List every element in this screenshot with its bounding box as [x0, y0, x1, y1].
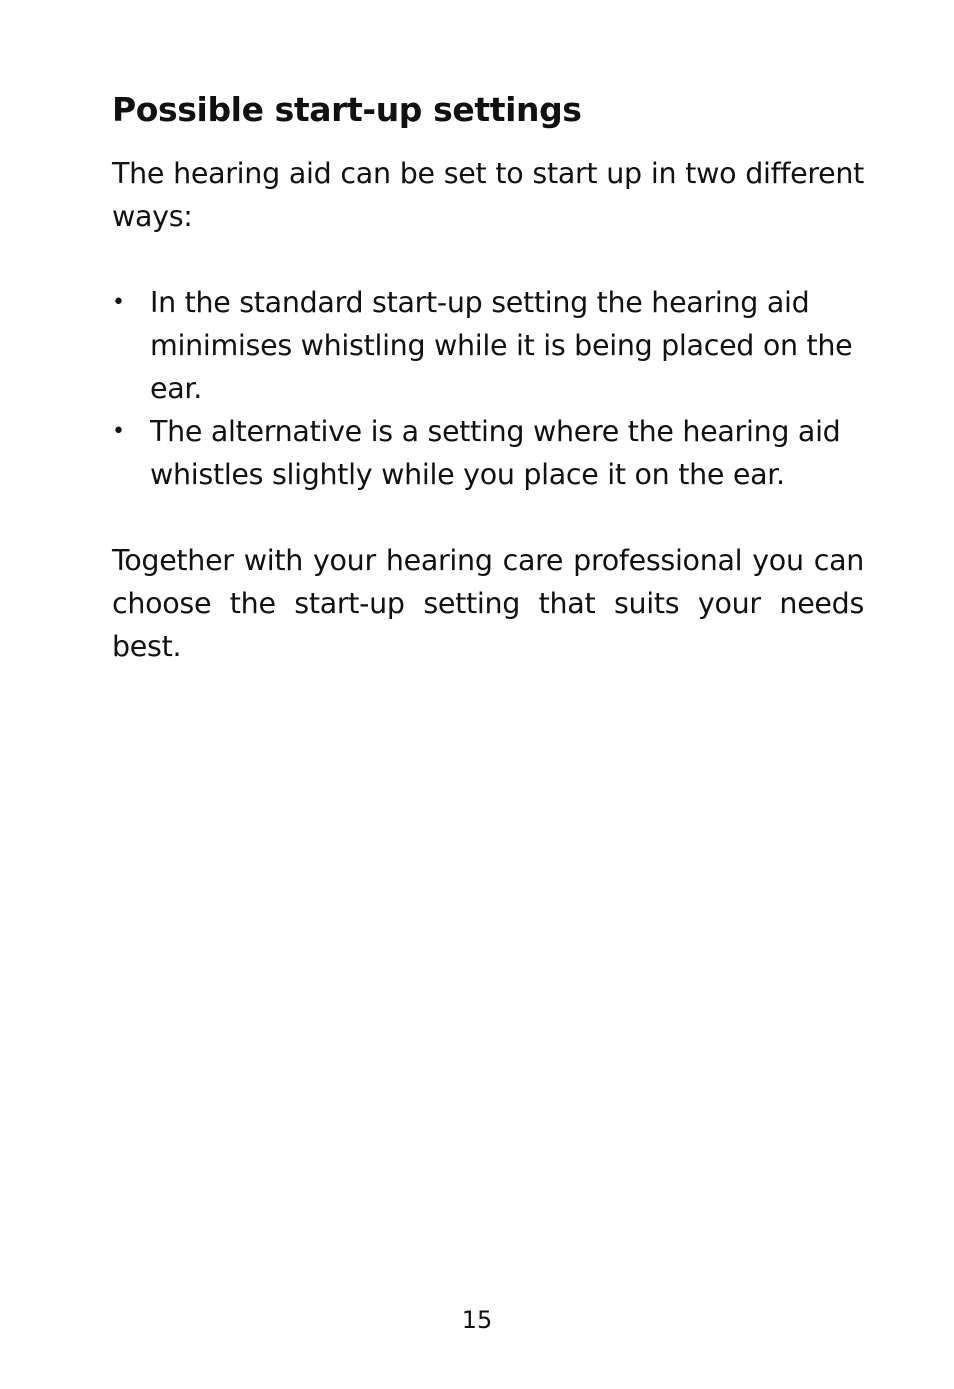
- list-item: [112, 281, 864, 410]
- list-item-text: The alternative is a setting where the hearing aid whistles slightly while you place it on the ear.: [150, 415, 841, 491]
- list-item: [112, 410, 864, 496]
- page-title: Possible start-up settings: [112, 90, 582, 129]
- intro-paragraph: The hearing aid can be set to start up in two different ways:: [112, 157, 864, 233]
- page-content: [112, 86, 864, 668]
- closing-paragraph: Together with your hearing care professional you can choose the start-up setting that suits your needs best.: [112, 544, 864, 663]
- list-item-text: In the standard start-up setting the hearing aid minimises whistling while it is being placed on the ear.: [150, 286, 853, 405]
- bullet-icon: •: [112, 290, 125, 315]
- page-number: 15: [461, 1306, 493, 1334]
- bullet-list: [112, 281, 864, 496]
- bullet-icon: •: [112, 419, 125, 444]
